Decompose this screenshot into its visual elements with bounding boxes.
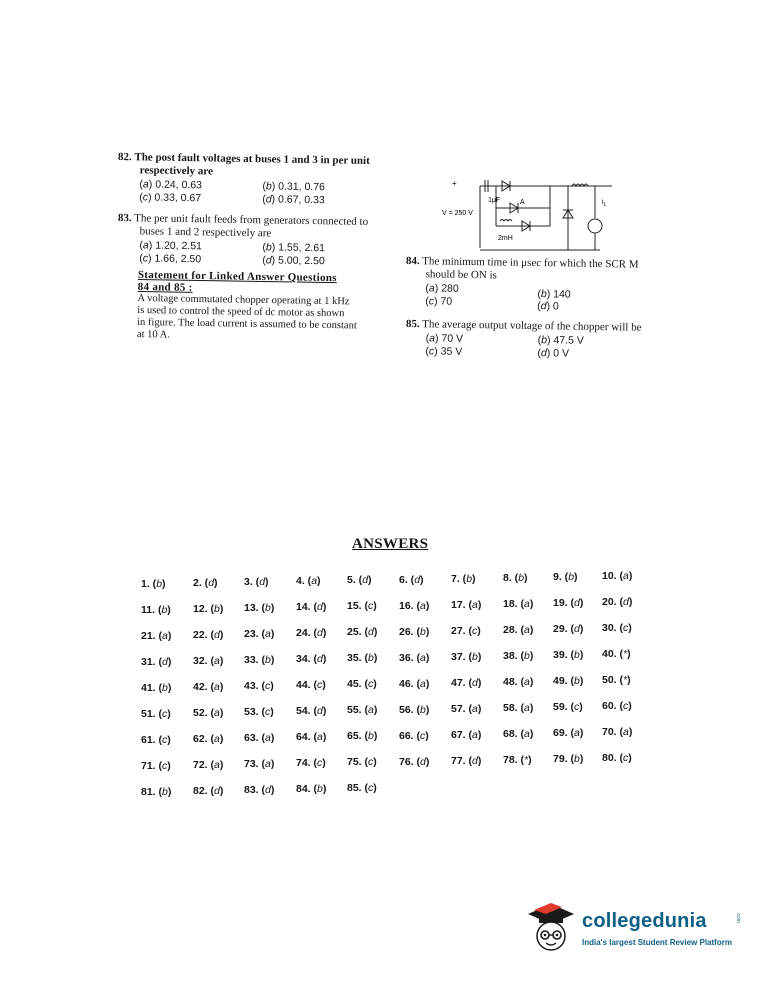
- answer-item: 68. (a): [503, 727, 534, 740]
- option-a: (a) 0.24, 0.63: [139, 178, 203, 192]
- option-d: (d) 0.67, 0.33: [262, 193, 325, 207]
- answer-item: 63. (a): [244, 732, 275, 745]
- answer-item: 38. (b): [503, 649, 534, 662]
- answer-item: 17. (a): [451, 598, 482, 611]
- answer-item: 49. (b): [553, 674, 584, 687]
- answer-item: 59. (c): [553, 700, 583, 713]
- answer-item: 10. (a): [602, 569, 633, 582]
- answer-item: 21. (a): [141, 630, 172, 642]
- linked-line: at 10 A.: [136, 328, 171, 341]
- answer-item: 36. (a): [399, 651, 430, 664]
- answer-item: 62. (a): [193, 733, 224, 746]
- answer-item: 40. (*): [602, 647, 631, 660]
- answer-item: 55. (a): [347, 704, 378, 717]
- option-a: (a) 280: [425, 282, 459, 295]
- option-b: (b) 47.5 V: [537, 334, 584, 347]
- inductor-label: 2mH: [498, 235, 513, 242]
- question-text: The per unit fault feeds from generators connected to: [134, 212, 369, 228]
- answer-item: 73. (a): [244, 758, 275, 771]
- answer-item: 26. (b): [399, 625, 430, 638]
- answer-item: 72. (a): [193, 759, 224, 772]
- option-b: (b) 1.55, 2.61: [262, 241, 326, 255]
- question-text-cont: respectively are: [139, 164, 213, 178]
- option-d: (d) 0 V: [537, 347, 570, 360]
- answer-item: 28. (a): [503, 623, 534, 636]
- answer-item: 58. (a): [503, 701, 534, 714]
- logo-name: collegedunia: [582, 910, 707, 932]
- answer-item: 69. (a): [553, 726, 584, 739]
- answer-item: 30. (c): [602, 621, 632, 634]
- option-c: (c) 0.33, 0.67: [139, 191, 202, 205]
- option-b: (b) 140: [537, 288, 571, 301]
- question-text-cont: buses 1 and 2 respectively are: [139, 225, 272, 240]
- answer-item: 42. (a): [193, 681, 224, 694]
- answer-item: 22. (d): [193, 629, 224, 642]
- answer-item: 14. (d): [296, 601, 327, 614]
- answer-item: 4. (a): [296, 575, 321, 588]
- answer-item: 65. (b): [347, 730, 378, 743]
- answer-item: 11. (b): [141, 604, 171, 616]
- answer-item: 83. (d): [244, 784, 275, 797]
- answer-item: 51. (c): [141, 708, 171, 720]
- answer-item: 66. (c): [399, 729, 429, 742]
- answer-item: 3. (d): [244, 576, 269, 589]
- answer-item: 80. (c): [602, 751, 632, 764]
- answer-item: 56. (b): [399, 703, 430, 716]
- answer-item: 35. (b): [347, 652, 378, 665]
- answer-item: 13. (b): [244, 602, 275, 615]
- option-c: (c) 35 V: [425, 345, 463, 358]
- answer-item: 85. (c): [347, 782, 377, 795]
- answer-item: 25. (d): [347, 626, 378, 639]
- answer-item: 77. (d): [451, 754, 482, 767]
- answer-item: 15. (c): [347, 600, 377, 613]
- answer-item: 24. (d): [296, 627, 327, 640]
- answer-item: 44. (c): [296, 679, 326, 692]
- answer-item: 48. (a): [503, 675, 534, 688]
- answer-item: 23. (a): [244, 628, 275, 641]
- answer-item: 20. (d): [602, 595, 633, 608]
- answers-title: ANSWERS: [352, 536, 429, 552]
- answer-item: 41. (b): [141, 682, 172, 694]
- option-b: (b) 0.31, 0.76: [262, 180, 326, 194]
- answer-item: 37. (b): [451, 650, 482, 663]
- answer-item: 34. (d): [296, 653, 327, 666]
- answer-item: 46. (a): [399, 677, 430, 690]
- answer-item: 82. (d): [193, 785, 224, 798]
- load-current-label: $i_L$: [602, 199, 607, 208]
- answer-item: 1. (b): [141, 578, 166, 590]
- answer-item: 31. (d): [141, 656, 172, 668]
- answer-item: 52. (a): [193, 707, 224, 720]
- answer-item: 54. (d): [296, 705, 327, 718]
- answer-item: 12. (b): [193, 603, 224, 616]
- answer-item: 79. (b): [553, 752, 584, 765]
- answer-item: 53. (c): [244, 706, 274, 719]
- answer-item: 32. (a): [193, 655, 224, 668]
- answer-item: 8. (b): [503, 571, 528, 584]
- mascot-icon: [524, 900, 578, 956]
- answer-item: 27. (c): [451, 624, 481, 637]
- answer-item: 61. (c): [141, 734, 171, 746]
- linked-line: is used to control the speed of dc motor as shown: [137, 304, 345, 320]
- question-number: 85.: [405, 318, 420, 331]
- option-a: (a) 1.20, 2.51: [139, 239, 203, 253]
- question-text: The minimum time in μsec for which the SCR M: [422, 255, 639, 271]
- logo-com: .com: [735, 912, 741, 923]
- capacitor-label: 1μF: [488, 197, 501, 204]
- question-text: The average output voltage of the chopper will be: [422, 318, 642, 334]
- answer-item: 16. (a): [399, 599, 430, 612]
- linked-heading: Statement for Linked Answer Questions: [137, 269, 337, 285]
- answer-item: 74. (c): [296, 757, 326, 770]
- question-text: The post fault voltages at buses 1 and 3 in per unit: [134, 151, 370, 167]
- option-c: (c) 70: [425, 295, 453, 308]
- answer-item: 43. (c): [244, 680, 274, 693]
- answer-item: 60. (c): [602, 699, 632, 712]
- option-d: (d) 5.00, 2.50: [262, 254, 325, 268]
- answer-item: 64. (a): [296, 731, 327, 744]
- linked-line: in figure. The load current is assumed to be constant: [137, 316, 357, 332]
- linked-heading-cont: 84 and 85 :: [137, 280, 193, 294]
- answer-item: 45. (c): [347, 678, 377, 691]
- answer-item: 6. (d): [399, 573, 424, 586]
- answer-item: 50. (*): [602, 673, 631, 686]
- logo-tagline: India's largest Student Review Platform: [582, 938, 732, 947]
- linked-line: A voltage commutated chopper operating at 1 kHz: [137, 292, 350, 308]
- answer-item: 76. (d): [399, 755, 430, 768]
- answer-item: 5. (d): [347, 574, 372, 587]
- question-number: 82.: [117, 151, 132, 164]
- answer-item: 2. (d): [193, 577, 218, 590]
- answer-item: 9. (b): [553, 570, 578, 583]
- scr-a-label: A: [520, 199, 525, 206]
- answer-item: 78. (*): [503, 753, 532, 766]
- answer-item: 75. (c): [347, 756, 377, 769]
- plus-label: +: [452, 179, 457, 188]
- answer-item: 39. (b): [553, 648, 584, 661]
- option-c: (c) 1.66, 2.50: [139, 252, 202, 266]
- option-a: (a) 70 V: [425, 332, 464, 345]
- answer-item: 7. (b): [451, 572, 476, 585]
- answer-item: 47. (d): [451, 676, 482, 689]
- voltage-label: V = 250 V: [442, 210, 473, 217]
- answer-item: 81. (b): [141, 786, 172, 798]
- answer-item: 19. (d): [553, 596, 584, 609]
- collegedunia-logo: [524, 898, 754, 968]
- question-number: 84.: [405, 255, 420, 268]
- answer-item: 71. (c): [141, 760, 171, 772]
- answer-item: 33. (b): [244, 654, 275, 667]
- option-d: (d) 0: [537, 300, 559, 313]
- question-text-cont: should be ON is: [425, 268, 497, 282]
- answer-item: 29. (d): [553, 622, 584, 635]
- answer-item: 67. (a): [451, 728, 482, 741]
- question-number: 83.: [117, 212, 132, 225]
- answer-item: 57. (a): [451, 702, 482, 715]
- answer-item: 84. (b): [296, 783, 327, 796]
- answer-item: 70. (a): [602, 725, 633, 738]
- answer-item: 18. (a): [503, 597, 534, 610]
